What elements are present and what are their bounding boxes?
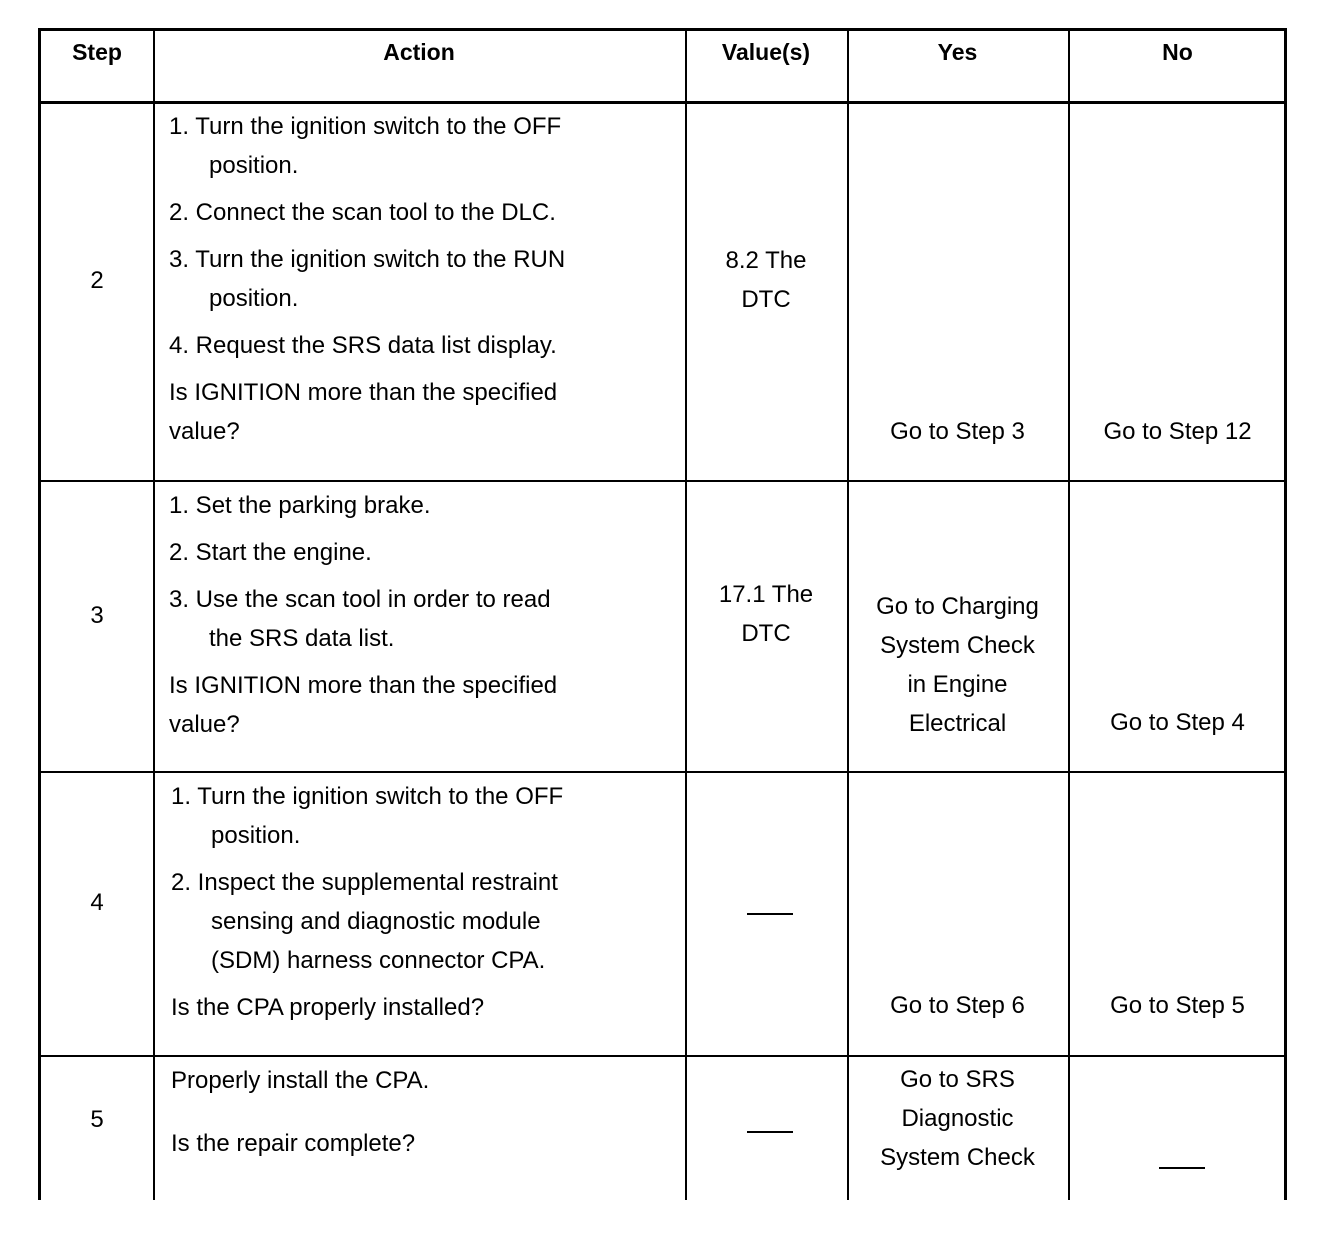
action-line: Properly install the CPA. [171,1067,430,1094]
action-line: position. [209,285,299,312]
action-line: 4. Request the SRS data list display. [169,332,557,359]
header-action: Action [383,39,455,65]
action-line: sensing and diagnostic module [211,908,541,935]
column-divider [153,31,155,1200]
yes-line: Diagnostic [901,1105,1014,1132]
yes-line: System Check [880,1144,1035,1171]
action-line: value? [169,418,240,445]
row-divider [41,101,1284,104]
action-line: the SRS data list. [209,625,395,652]
action-line: 1. Turn the ignition switch to the OFF [169,113,562,140]
step-number: 4 [90,889,104,916]
step-number: 2 [90,267,104,294]
value-line: DTC [741,286,791,313]
value-line: DTC [741,620,791,647]
yes-result [847,587,1068,743]
row-divider [41,771,1284,773]
action-line: 2. Connect the scan tool to the DLC. [169,199,556,226]
header-yes: Yes [937,39,978,65]
action-text [171,1061,671,1163]
value-text [685,575,847,653]
action-line: Is the repair complete? [171,1130,416,1157]
value-line: 17.1 The [718,581,814,608]
action-line: 2. Inspect the supplemental restraint [171,869,558,896]
action-line: 1. Turn the ignition switch to the OFF [171,783,564,810]
action-line: position. [211,822,301,849]
step-number: 5 [90,1106,104,1133]
header-values: Value(s) [721,39,811,65]
value-dash [747,913,793,915]
no-result: Go to Step 4 [1110,709,1245,736]
header-step: Step [72,39,122,65]
action-line: (SDM) harness connector CPA. [211,947,546,974]
action-line: Is the CPA properly installed? [171,994,485,1021]
action-line: 1. Set the parking brake. [169,492,431,519]
no-result: Go to Step 12 [1103,418,1252,445]
action-line: value? [169,711,240,738]
step-number: 3 [90,602,104,629]
action-line: 2. Start the engine. [169,539,372,566]
yes-line: System Check [880,632,1035,659]
row-divider [41,480,1284,482]
action-text [169,486,669,744]
value-text [685,241,847,319]
yes-result [847,1060,1068,1177]
action-line: Is IGNITION more than the specified [169,672,558,699]
yes-line: Go to Charging [876,593,1039,620]
row-divider [41,1055,1284,1057]
no-dash [1159,1167,1205,1169]
yes-line: Electrical [908,710,1007,737]
action-line: 3. Turn the ignition switch to the RUN [169,246,566,273]
diagnostic-table [38,28,1287,1200]
yes-line: in Engine [907,671,1008,698]
yes-result: Go to Step 3 [890,418,1025,445]
header-no: No [1162,39,1193,65]
action-text [169,107,669,451]
action-text [171,777,671,1027]
value-dash [747,1131,793,1133]
yes-line: Go to SRS [900,1066,1015,1093]
action-line: position. [209,152,299,179]
action-line: Is IGNITION more than the specified [169,379,558,406]
yes-result: Go to Step 6 [890,992,1025,1019]
action-line: 3. Use the scan tool in order to read [169,586,551,613]
no-result: Go to Step 5 [1110,992,1245,1019]
value-line: 8.2 The [725,247,807,274]
